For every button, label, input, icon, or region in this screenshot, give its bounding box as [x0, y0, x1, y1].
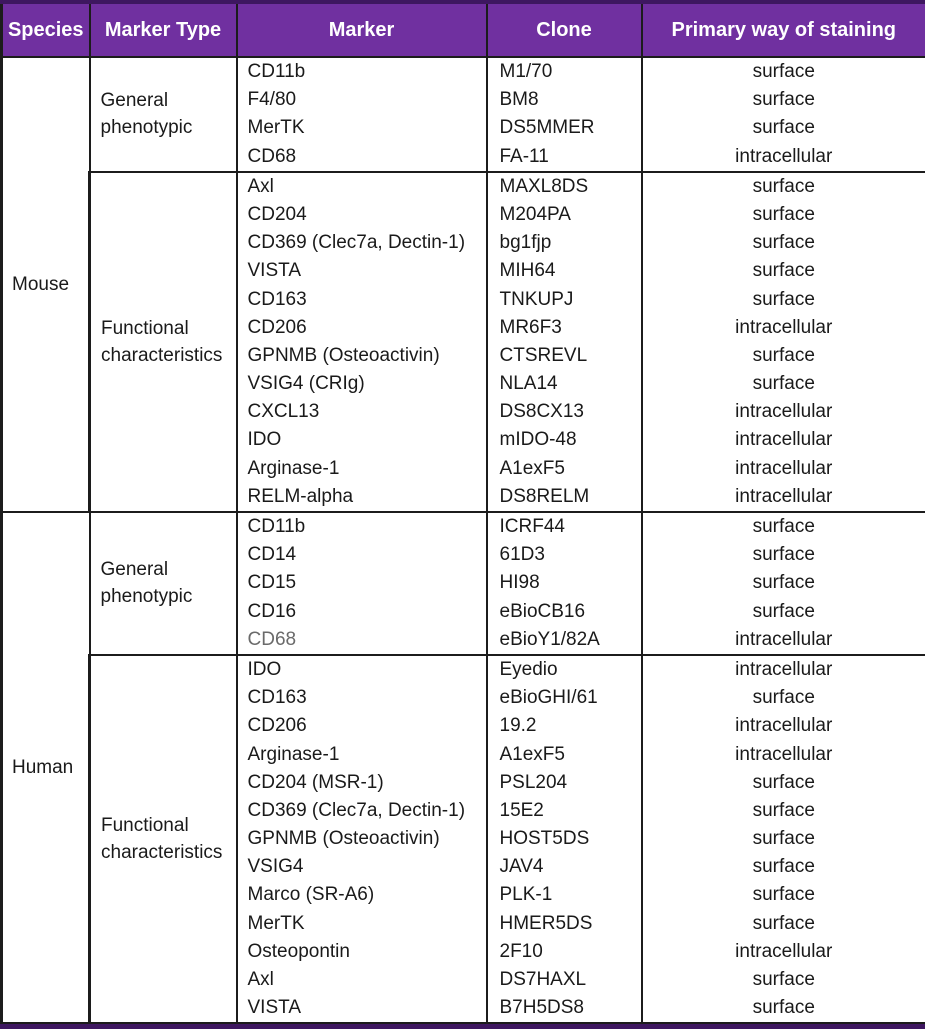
- staining-value: surface: [643, 853, 925, 881]
- staining-value: surface: [643, 910, 925, 938]
- marker-value: VSIG4: [238, 853, 486, 881]
- clone-value: MIH64: [488, 257, 641, 285]
- group-row: [2, 655, 925, 1023]
- marker-value: CD206: [238, 712, 486, 740]
- marker-type-cell: General phenotypic: [90, 512, 237, 655]
- staining-value: surface: [643, 114, 925, 142]
- marker-value: CD206: [238, 314, 486, 342]
- header-marker-type: Marker Type: [90, 4, 237, 57]
- clone-value: CTSREVL: [488, 342, 641, 370]
- stain-cell: [642, 57, 925, 172]
- staining-value: surface: [643, 881, 925, 909]
- marker-value: MerTK: [238, 910, 486, 938]
- staining-value: intracellular: [643, 426, 925, 454]
- clone-value: MR6F3: [488, 314, 641, 342]
- staining-value: surface: [643, 769, 925, 797]
- clone-value: PLK-1: [488, 881, 641, 909]
- marker-value: CD68: [238, 143, 486, 171]
- clone-value: DS8RELM: [488, 483, 641, 511]
- staining-value: surface: [643, 684, 925, 712]
- marker-cell: [237, 172, 487, 512]
- staining-value: surface: [643, 257, 925, 285]
- staining-value: intracellular: [643, 455, 925, 483]
- clone-value: bg1fjp: [488, 229, 641, 257]
- clone-value: A1exF5: [488, 741, 641, 769]
- marker-value: CD14: [238, 541, 486, 569]
- clone-value: DS8CX13: [488, 398, 641, 426]
- stain-cell: [642, 172, 925, 512]
- clone-value: eBioY1/82A: [488, 626, 641, 654]
- staining-value: intracellular: [643, 938, 925, 966]
- marker-value: CD15: [238, 569, 486, 597]
- marker-value: CD163: [238, 286, 486, 314]
- marker-cell: [237, 57, 487, 172]
- clone-cell: [487, 655, 642, 1023]
- clone-value: eBioCB16: [488, 598, 641, 626]
- clone-value: eBioGHI/61: [488, 684, 641, 712]
- macrophage-marker-table: [0, 4, 925, 1024]
- marker-cell: [237, 512, 487, 655]
- clone-value: 2F10: [488, 938, 641, 966]
- group-row: [2, 57, 925, 172]
- group-row: [2, 512, 925, 655]
- marker-type-cell: General phenotypic: [90, 57, 237, 172]
- marker-value: RELM-alpha: [238, 483, 486, 511]
- staining-value: surface: [643, 994, 925, 1022]
- marker-value: CD16: [238, 598, 486, 626]
- clone-value: mIDO-48: [488, 426, 641, 454]
- header-staining: Primary way of staining: [642, 4, 925, 57]
- staining-value: intracellular: [643, 314, 925, 342]
- marker-value: CD204: [238, 201, 486, 229]
- staining-value: surface: [643, 342, 925, 370]
- staining-value: surface: [643, 598, 925, 626]
- marker-value: CD11b: [238, 513, 486, 541]
- clone-value: M1/70: [488, 58, 641, 86]
- staining-value: surface: [643, 966, 925, 994]
- marker-value: CD68: [238, 626, 486, 654]
- staining-value: surface: [643, 825, 925, 853]
- staining-value: intracellular: [643, 741, 925, 769]
- staining-value: intracellular: [643, 143, 925, 171]
- staining-value: surface: [643, 797, 925, 825]
- stain-cell: [642, 655, 925, 1023]
- staining-value: intracellular: [643, 626, 925, 654]
- clone-value: HOST5DS: [488, 825, 641, 853]
- marker-value: IDO: [238, 426, 486, 454]
- table-body: [2, 57, 925, 1023]
- marker-cell: [237, 655, 487, 1023]
- marker-value: VISTA: [238, 257, 486, 285]
- marker-value: CD163: [238, 684, 486, 712]
- staining-value: surface: [643, 370, 925, 398]
- staining-value: intracellular: [643, 656, 925, 684]
- clone-value: BM8: [488, 86, 641, 114]
- marker-value: F4/80: [238, 86, 486, 114]
- clone-value: 61D3: [488, 541, 641, 569]
- staining-value: surface: [643, 569, 925, 597]
- clone-value: FA-11: [488, 143, 641, 171]
- marker-value: Osteopontin: [238, 938, 486, 966]
- clone-value: M204PA: [488, 201, 641, 229]
- marker-value: Arginase-1: [238, 455, 486, 483]
- marker-value: GPNMB (Osteoactivin): [238, 825, 486, 853]
- staining-value: surface: [643, 286, 925, 314]
- clone-value: 19.2: [488, 712, 641, 740]
- marker-value: VSIG4 (CRIg): [238, 370, 486, 398]
- clone-value: DS5MMER: [488, 114, 641, 142]
- staining-value: intracellular: [643, 398, 925, 426]
- staining-value: intracellular: [643, 483, 925, 511]
- clone-cell: [487, 512, 642, 655]
- staining-value: intracellular: [643, 712, 925, 740]
- marker-value: MerTK: [238, 114, 486, 142]
- marker-value: CD11b: [238, 58, 486, 86]
- header-clone: Clone: [487, 4, 642, 57]
- clone-cell: [487, 57, 642, 172]
- marker-value: CD369 (Clec7a, Dectin-1): [238, 229, 486, 257]
- table-header: [2, 4, 925, 57]
- clone-value: 15E2: [488, 797, 641, 825]
- clone-value: JAV4: [488, 853, 641, 881]
- header-marker: Marker: [237, 4, 487, 57]
- marker-value: CXCL13: [238, 398, 486, 426]
- clone-value: A1exF5: [488, 455, 641, 483]
- marker-value: CD204 (MSR-1): [238, 769, 486, 797]
- species-cell: Human: [2, 512, 90, 1023]
- group-row: [2, 172, 925, 512]
- clone-value: TNKUPJ: [488, 286, 641, 314]
- marker-value: Marco (SR-A6): [238, 881, 486, 909]
- staining-value: surface: [643, 173, 925, 201]
- marker-value: Axl: [238, 173, 486, 201]
- clone-value: MAXL8DS: [488, 173, 641, 201]
- marker-value: Axl: [238, 966, 486, 994]
- staining-value: surface: [643, 201, 925, 229]
- marker-type-cell: Functional characteristics: [90, 655, 237, 1023]
- clone-value: HI98: [488, 569, 641, 597]
- species-cell: Mouse: [2, 57, 90, 512]
- staining-value: surface: [643, 58, 925, 86]
- marker-value: IDO: [238, 656, 486, 684]
- clone-value: Eyedio: [488, 656, 641, 684]
- marker-value: GPNMB (Osteoactivin): [238, 342, 486, 370]
- clone-cell: [487, 172, 642, 512]
- marker-type-cell: Functional characteristics: [90, 172, 237, 512]
- clone-value: B7H5DS8: [488, 994, 641, 1022]
- clone-value: NLA14: [488, 370, 641, 398]
- staining-value: surface: [643, 513, 925, 541]
- marker-value: CD369 (Clec7a, Dectin-1): [238, 797, 486, 825]
- clone-value: ICRF44: [488, 513, 641, 541]
- stain-cell: [642, 512, 925, 655]
- clone-value: DS7HAXL: [488, 966, 641, 994]
- staining-value: surface: [643, 541, 925, 569]
- clone-value: PSL204: [488, 769, 641, 797]
- clone-value: HMER5DS: [488, 910, 641, 938]
- staining-value: surface: [643, 229, 925, 257]
- marker-value: VISTA: [238, 994, 486, 1022]
- marker-value: Arginase-1: [238, 741, 486, 769]
- header-species: Species: [2, 4, 90, 57]
- staining-value: surface: [643, 86, 925, 114]
